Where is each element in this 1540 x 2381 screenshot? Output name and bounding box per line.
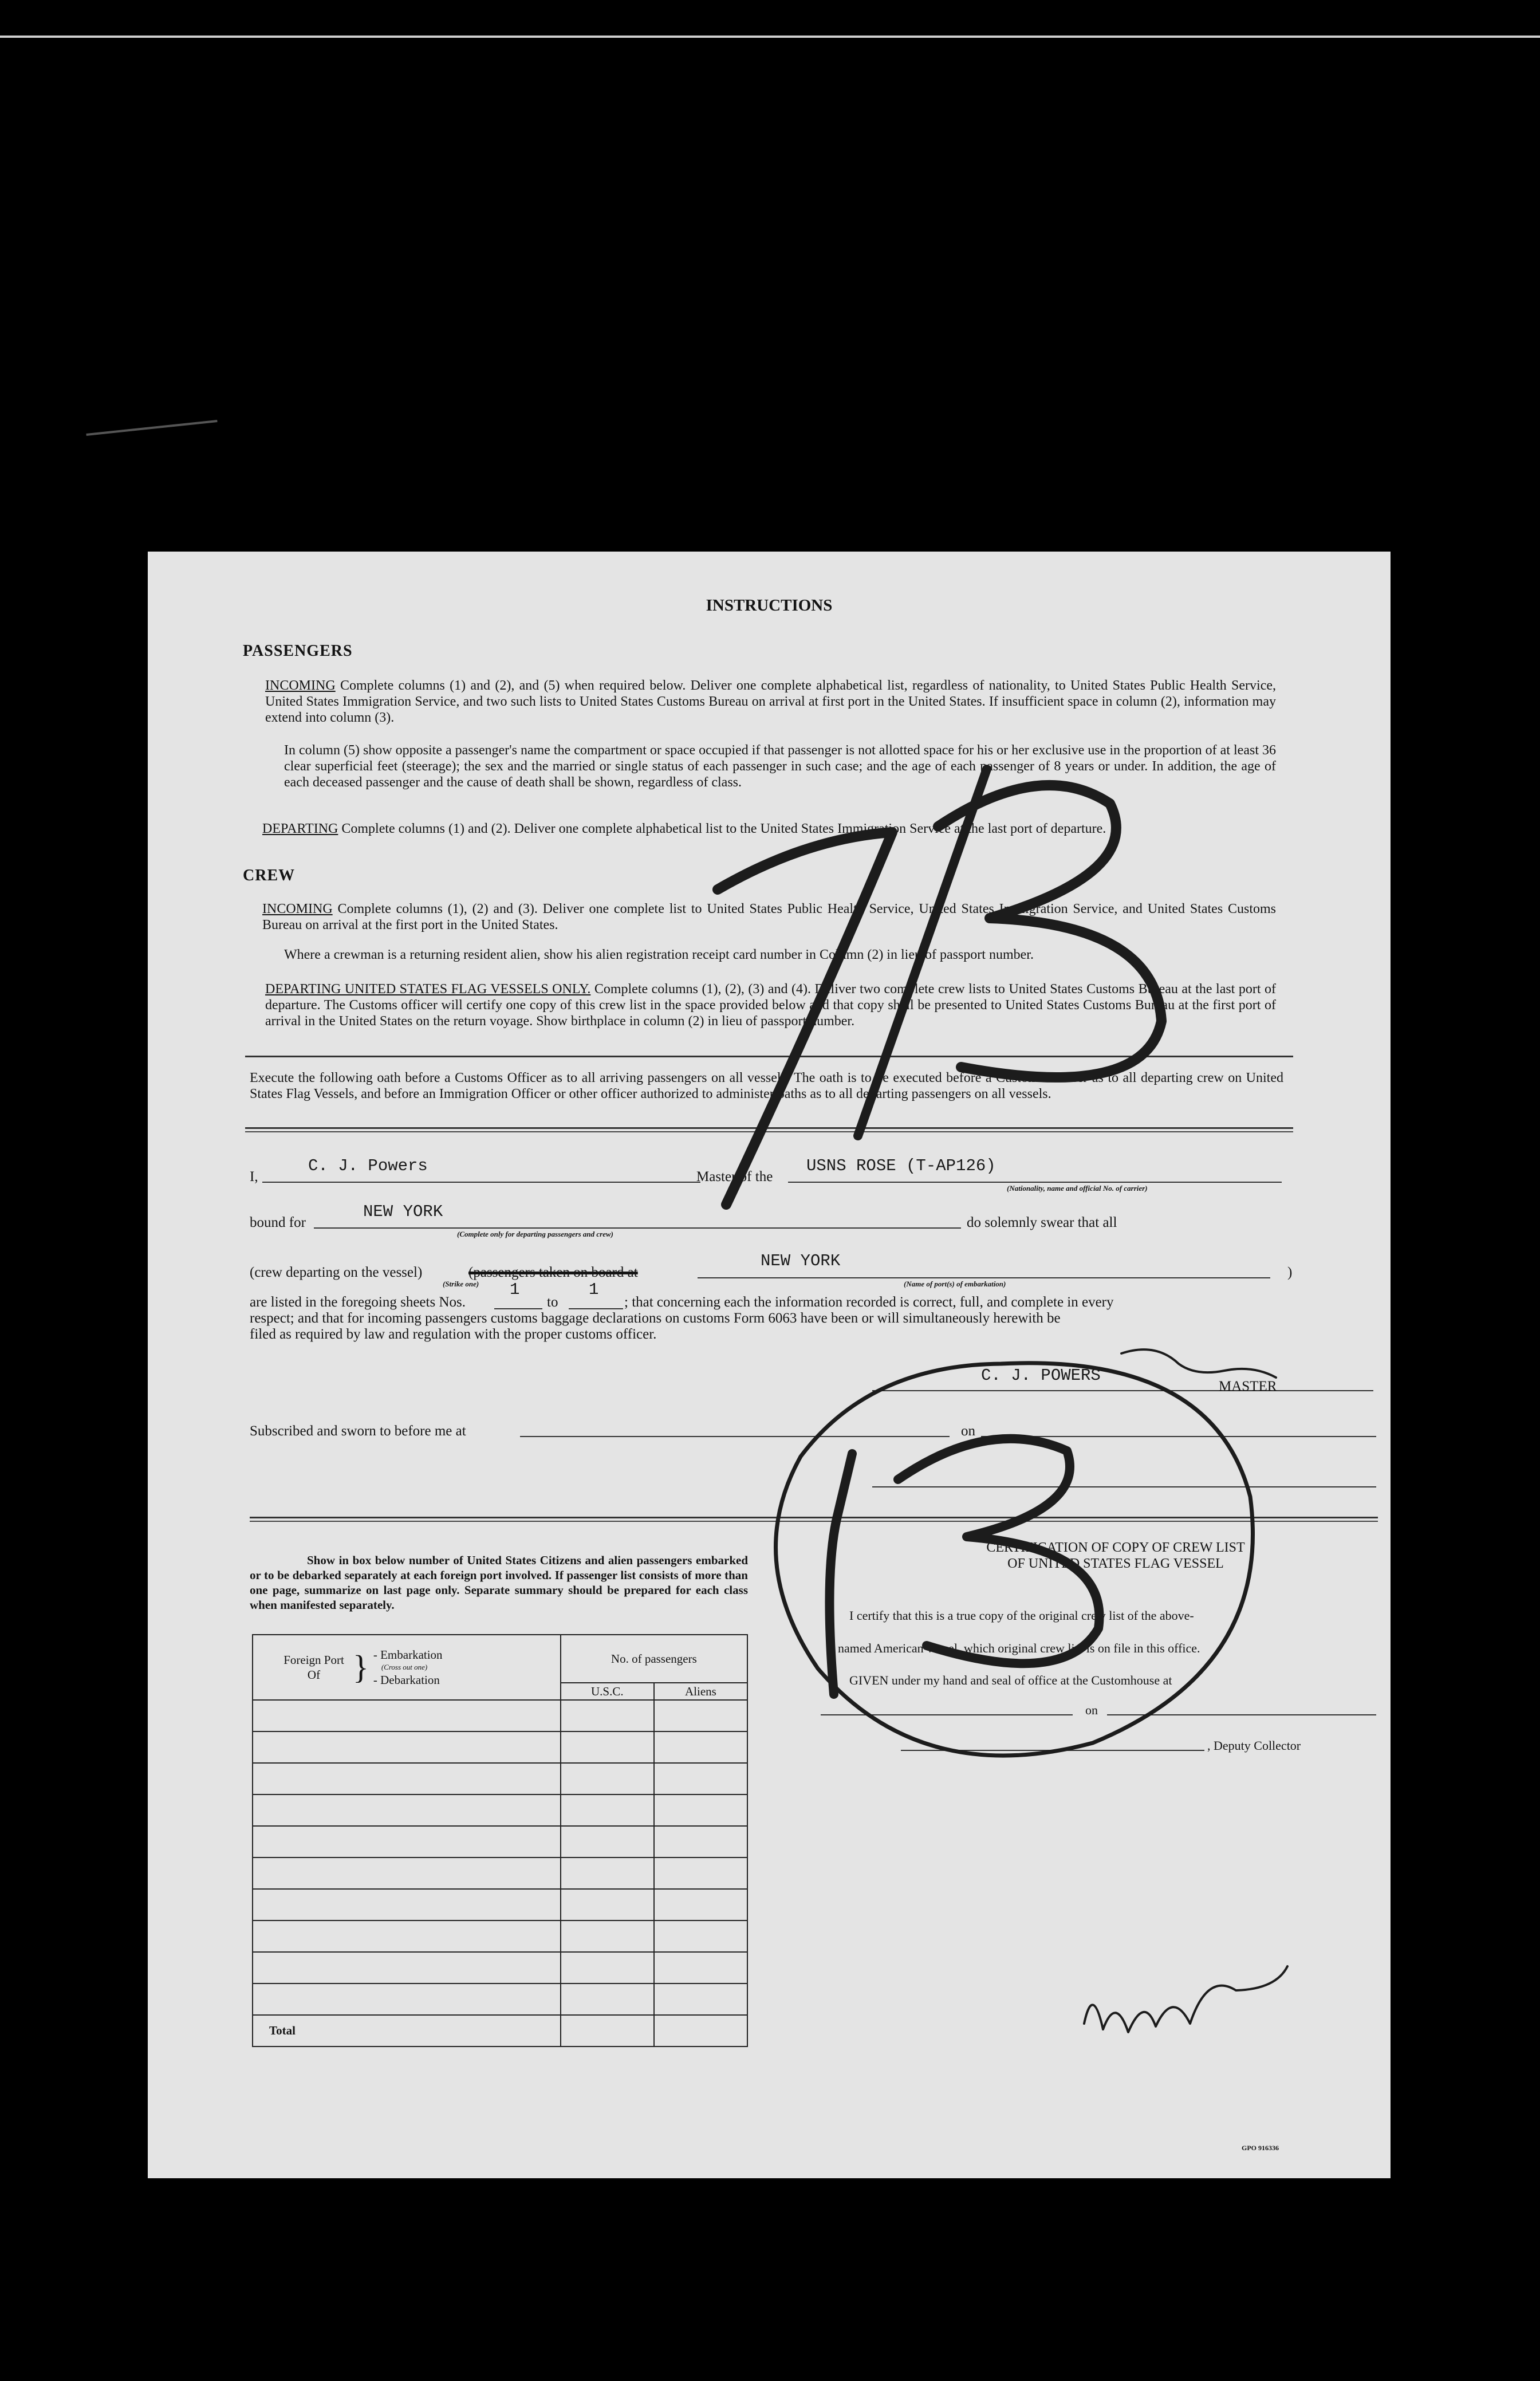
bound-for-label: bound for xyxy=(250,1215,306,1230)
respect-text: respect; and that for incoming passengers customs baggage declarations on customs Form 6063 have been or will simultaneously herewith be xyxy=(250,1310,1061,1326)
pencil-one-stroke xyxy=(829,1454,852,1694)
sheet-from: 1 xyxy=(510,1280,520,1299)
departing-flag-text: Complete columns (1), (2), (3) and (4). Deliver two complete crew lists to United States Customs Bureau at the last port of departure. The Customs officer will certify one copy of this crew list in the space provided below and that copy shall be presented to United States Customs Bureau at the first port of arrival in the United States on the return voyage. Show birthplace in column (2) in lieu of passport number. xyxy=(265,982,1276,1029)
crewman-paragraph: Where a crewman is a returning resident alien, show his alien registration receipt card number in Column (2) in lieu of passport number. xyxy=(284,947,1034,962)
departing-flag-label: DEPARTING UNITED STATES FLAG VESSELS ONLY. xyxy=(265,982,591,997)
vessel-name: USNS ROSE (T-AP126) xyxy=(806,1156,996,1175)
strike-caption: (Strike one) xyxy=(443,1280,479,1288)
foreign-port-label: Foreign Port Of xyxy=(283,1653,344,1682)
deputy-collector-label: , Deputy Collector xyxy=(1207,1738,1301,1753)
master-signature xyxy=(1121,1349,1276,1378)
to-label: to xyxy=(547,1294,558,1310)
port-value: NEW YORK xyxy=(761,1251,841,1270)
crew-heading: CREW xyxy=(243,867,296,884)
certification-line1: I certify that this is a true copy of the original crew list of the above- xyxy=(849,1608,1194,1623)
column5-paragraph: In column (5) show opposite a passenger's name the compartment or space occupied if that passenger is not allotted space for his or her exclusive use in the proportion of at least 36 clear superficial feet (steerage); the sex and the married or single status of each passenger in such case; and the age of each passenger of 8 years or under. In addition, the age of each deceased passenger and the cause of death shall be shown, regardless of class. xyxy=(284,743,1276,790)
scan-mark xyxy=(86,420,217,436)
certification-title-line1: CERTIFICATION OF COPY OF CREW LIST xyxy=(986,1540,1245,1555)
crew-incoming-label: INCOMING xyxy=(262,902,333,916)
embarkation-label: - Embarkation xyxy=(373,1648,443,1662)
passengers-heading: PASSENGERS xyxy=(243,642,353,660)
crew-departing-label: (crew departing on the vessel) xyxy=(250,1265,423,1280)
swear-text: do solemnly swear that all xyxy=(967,1215,1117,1230)
aliens-header: Aliens xyxy=(654,1683,747,1700)
master-of-label: Master of the xyxy=(696,1169,773,1184)
sheet-to: 1 xyxy=(589,1280,599,1299)
master-name: C. J. Powers xyxy=(308,1156,428,1175)
certification-title-line2: OF UNITED STATES FLAG VESSEL xyxy=(1007,1556,1224,1571)
certification-line3: GIVEN under my hand and seal of office at the Customhouse at xyxy=(849,1673,1172,1687)
debarkation-label: - Debarkation xyxy=(373,1673,440,1687)
scan-top-line xyxy=(0,36,1540,38)
cross-out-label: (Cross out one) xyxy=(381,1663,428,1671)
port-caption: (Name of port(s) of embarkation) xyxy=(904,1280,1006,1288)
foreign-port-header: Foreign Port Of } - Embarkation (Cross out one) - Debarkation xyxy=(253,1635,561,1700)
close-paren: ) xyxy=(1287,1265,1293,1280)
sheets-label: are listed in the foregoing sheets Nos. xyxy=(250,1294,466,1310)
gpo-number: GPO 916336 xyxy=(1242,2144,1279,2152)
certification-line2: named American vessel, which original crew list is on file in this office. xyxy=(838,1641,1200,1655)
i-label: I, xyxy=(250,1169,258,1184)
filed-text: filed as required by law and regulation with the proper customs officer. xyxy=(250,1327,657,1342)
vessel-caption: (Nationality, name and official No. of carrier) xyxy=(1007,1184,1148,1193)
total-label: Total xyxy=(253,2015,561,2047)
pencil-circled-three-stroke xyxy=(898,1439,1099,1663)
pencil-slash-stroke xyxy=(858,769,987,1136)
crew-incoming-text: Complete columns (1), (2) and (3). Deliver one complete list to United States Public Health Service, United States Immigration Service, and United States Customs Bureau on arrival at the first port in the United States. xyxy=(262,902,1276,932)
certification-on-label: on xyxy=(1085,1703,1098,1717)
crew-list-form xyxy=(148,552,1391,2178)
departing-text: Complete columns (1) and (2). Deliver one complete alphabetical list to the United States Immigration Service at the last port of departure. xyxy=(341,821,1106,836)
departing-label: DEPARTING xyxy=(262,821,338,836)
usc-header: U.S.C. xyxy=(561,1683,654,1700)
no-passengers-header: No. of passengers xyxy=(561,1635,747,1683)
subscribed-on-label: on xyxy=(961,1423,975,1439)
signature-typed-name: C. J. POWERS xyxy=(981,1366,1101,1385)
handwritten-marks xyxy=(148,552,1391,2178)
incoming-text: Complete columns (1) and (2), and (5) when required below. Deliver one complete alphabetical list, regardless of nationality, to United States Public Health Service, United States Immigration Service, and two such lists to United States Customs Bureau on arrival at first port in the United States. If insufficient space in column (2), information may extend into column (3). xyxy=(265,678,1277,725)
bound-caption: (Complete only for departing passengers and crew) xyxy=(457,1230,613,1238)
incoming-label: INCOMING xyxy=(265,678,336,693)
master-label: MASTER xyxy=(1219,1379,1277,1394)
pencil-seven-stroke xyxy=(718,832,892,1205)
sheets-text: ; that concerning each the information recorded is correct, full, and complete in every xyxy=(624,1294,1114,1310)
subscribed-label: Subscribed and sworn to before me at xyxy=(250,1423,466,1439)
pencil-three-stroke xyxy=(938,785,1161,1077)
instructions-title: INSTRUCTIONS xyxy=(706,596,833,615)
struck-passengers-option: (passengers taken on board at xyxy=(468,1265,638,1280)
execute-paragraph: Execute the following oath before a Customs Officer as to all arriving passengers on all vessels. The oath is to be executed before a Customs Officer as to all departing crew on United States Flag Vessels, and before an Immigration Officer or other officer authorized to administer oaths as to all departing passengers on all vessels. xyxy=(250,1071,1283,1101)
pencil-circle-stroke xyxy=(776,1363,1253,1756)
initials-signature xyxy=(1084,1966,1287,2032)
summary-note: Show in box below number of United States Citizens and alien passengers embarked or to be debarked separately at each foreign port involved. If passenger list consists of more than one page, summarize on last page only. Separate summary should be prepared for each class when manifested separately. xyxy=(250,1553,748,1612)
bound-for-value: NEW YORK xyxy=(363,1202,443,1221)
